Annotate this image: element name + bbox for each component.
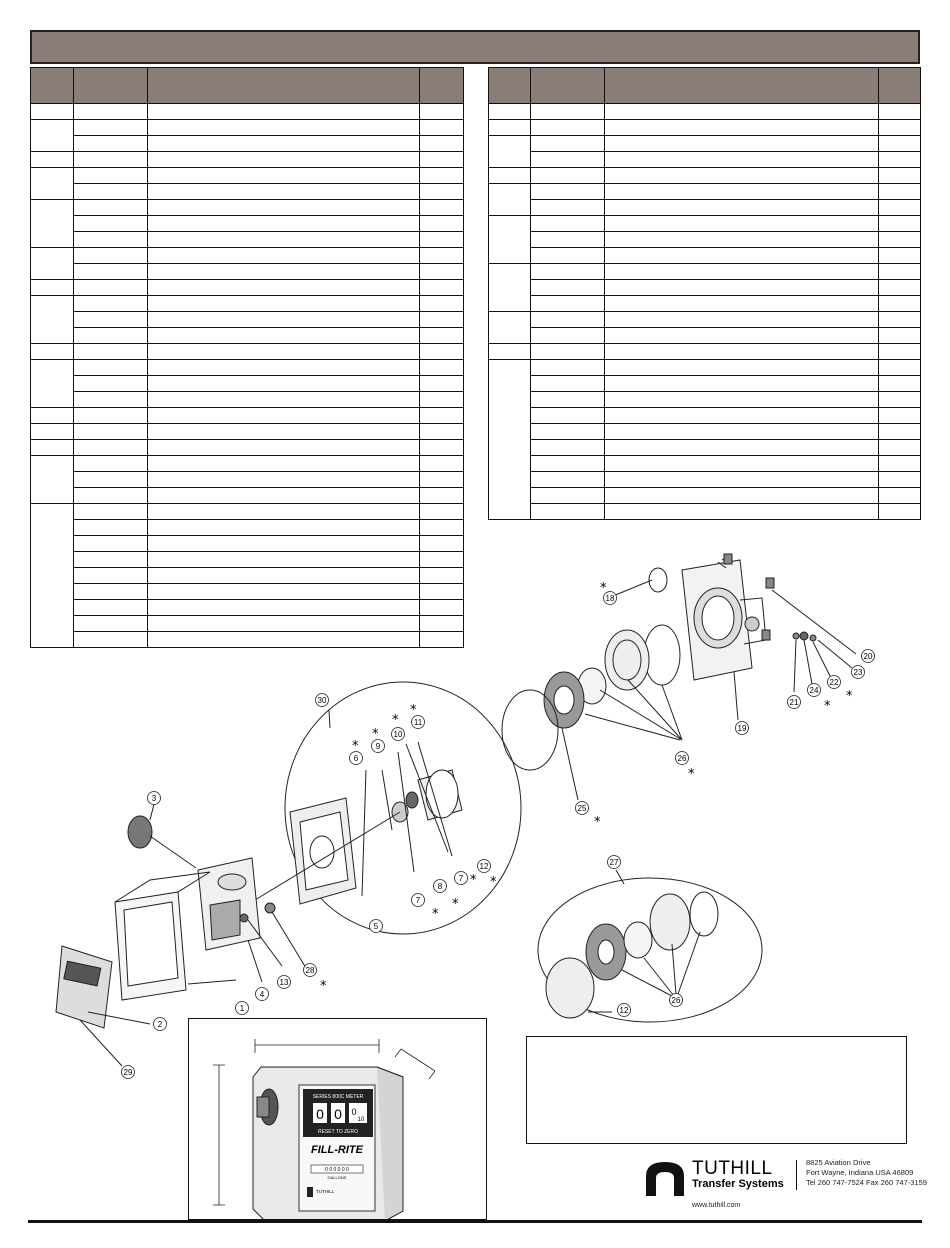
callout-29 [122, 1066, 135, 1079]
svg-text:4: 4 [259, 990, 265, 999]
callout-10 [392, 728, 405, 741]
digit-2: 0 [334, 1106, 342, 1122]
address-line-1: 8825 Aviation Drive [806, 1158, 871, 1167]
digit-1: 0 [316, 1106, 324, 1122]
brand-logo: FILL-RITE [311, 1144, 363, 1156]
svg-text:26: 26 [677, 754, 687, 763]
address-line-2: Fort Wayne, Indiana USA 46809 [806, 1168, 914, 1177]
svg-text:22: 22 [829, 678, 839, 687]
asterisk-mark: * [594, 815, 601, 830]
svg-text:18: 18 [605, 594, 615, 603]
callout-20 [862, 650, 875, 663]
svg-text:23: 23 [853, 668, 863, 677]
svg-text:2: 2 [157, 1020, 163, 1029]
svg-text:24: 24 [809, 686, 819, 695]
company-division: Transfer Systems [692, 1178, 784, 1190]
totalizer-readout: 0 0 0 0 0 0 [325, 1167, 349, 1173]
asterisk-mark: * [490, 875, 497, 890]
asterisk-mark: * [846, 689, 853, 704]
callout-24 [808, 684, 821, 697]
asterisk-mark: * [372, 727, 379, 742]
callout-4 [256, 988, 269, 1001]
callout-1 [236, 1002, 249, 1015]
svg-text:1: 1 [239, 1004, 245, 1013]
meter-maker-label: TUTHILL [316, 1189, 335, 1194]
callout-28 [304, 964, 317, 977]
callout-12 [478, 860, 491, 873]
company-name: TUTHILL [692, 1158, 773, 1179]
callout-2 [154, 1018, 167, 1031]
asterisk-mark: * [600, 581, 607, 596]
website-link[interactable]: www.tuthill.com [692, 1202, 741, 1209]
callout-7 [412, 894, 425, 907]
svg-text:21: 21 [789, 698, 799, 707]
asterisk-mark: * [432, 907, 439, 922]
notes-box [526, 1036, 907, 1144]
callout-22 [828, 676, 841, 689]
callout-23 [852, 666, 865, 679]
svg-text:11: 11 [413, 718, 423, 727]
svg-text:6: 6 [353, 754, 359, 763]
svg-text:19: 19 [737, 724, 747, 733]
svg-text:25: 25 [577, 804, 587, 813]
svg-text:5: 5 [373, 922, 379, 931]
asterisk-mark: * [320, 979, 327, 994]
asterisk-mark: * [688, 767, 695, 782]
tuthill-logo-icon [644, 1158, 686, 1198]
asterisk-mark: * [824, 699, 831, 714]
svg-text:13: 13 [279, 978, 289, 987]
dimension-drawing [188, 1018, 487, 1220]
asterisk-mark: * [470, 873, 477, 888]
reset-label: RESET TO ZERO [317, 1129, 359, 1135]
logo-divider [796, 1160, 797, 1190]
svg-text:3: 3 [151, 794, 157, 803]
phone-fax: Tel 260 747-7524 Fax 260 747-3159 [806, 1178, 927, 1187]
unit-label: GALLONS [327, 1175, 347, 1180]
svg-text:20: 20 [863, 652, 873, 661]
callout-25 [576, 802, 589, 815]
fraction-digit: 10 [357, 1117, 365, 1123]
asterisk-mark: * [352, 739, 359, 754]
asterisk-mark: * [392, 713, 399, 728]
svg-text:29: 29 [123, 1068, 133, 1077]
callout-8 [434, 880, 447, 893]
svg-text:12: 12 [619, 1006, 629, 1015]
svg-text:28: 28 [305, 966, 315, 975]
svg-text:9: 9 [375, 742, 381, 751]
svg-text:26: 26 [671, 996, 681, 1005]
callout-7 [455, 872, 468, 885]
callout-3 [148, 792, 161, 805]
callout-27 [608, 856, 621, 869]
svg-text:8: 8 [437, 882, 443, 891]
callout-5 [370, 920, 383, 933]
callout-21 [788, 696, 801, 709]
asterisk-mark: * [452, 897, 459, 912]
callout-26 [676, 752, 689, 765]
svg-text:12: 12 [479, 862, 489, 871]
svg-text:7: 7 [415, 896, 421, 905]
callout-26 [670, 994, 683, 1007]
svg-text:27: 27 [609, 858, 619, 867]
svg-text:30: 30 [317, 696, 327, 705]
meter-series-label: SERIES 800C METER [312, 1094, 364, 1100]
dimension-lines [189, 1019, 487, 1220]
bottom-rule [28, 1220, 922, 1223]
company-logo-block [644, 1158, 934, 1218]
asterisk-mark: * [410, 703, 417, 718]
callout-19 [736, 722, 749, 735]
svg-text:10: 10 [393, 730, 403, 739]
callout-13 [278, 976, 291, 989]
callout-30 [316, 694, 329, 707]
callout-12 [618, 1004, 631, 1017]
digit-3: 0 [351, 1107, 357, 1117]
svg-text:7: 7 [458, 874, 464, 883]
